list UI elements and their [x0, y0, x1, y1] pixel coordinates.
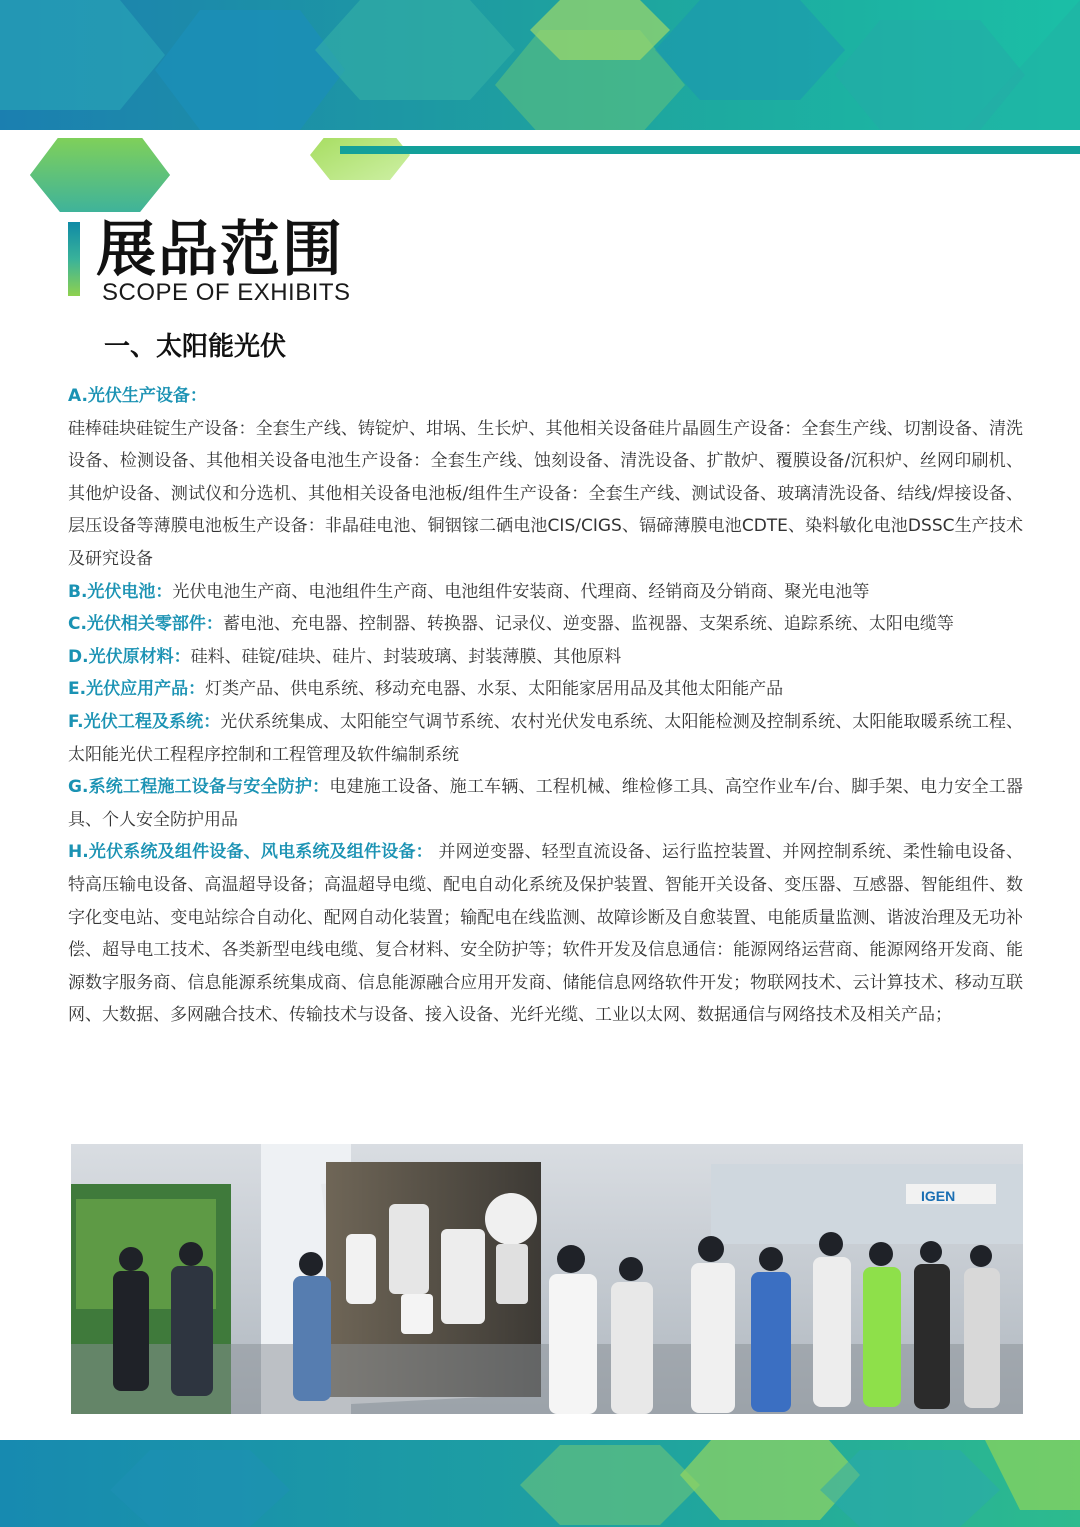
exhibit-item: [68, 673, 1023, 706]
exhibit-item: [68, 641, 1023, 674]
exhibit-item-text: 硅料、硅锭/硅块、硅片、封装玻璃、封装薄膜、其他原料: [190, 646, 622, 667]
exhibit-item-text: 并网逆变器、轻型直流设备、运行监控装置、并网控制系统、柔性输电设备、特高压输电设备、高温超导设备；高温超导电缆、配电自动化系统及保护装置、智能开关设备、变压器、互感器、智能组件、数字化变电站、变电站综合自动化、配网自动化装置；输配电在线监测、故障诊断及自愈装置、电能质量监测、谐波治理及无功补偿、超导电工技术、各类新型电线电缆、复合材料、安全防护等；软件开发及信息通信：能源网络运营商、能源网络开发商、能源数字服务商、信息能源系统集成商、信息能源融合应用开发商、储能信息网络软件开发；物联网技术、云计算技术、移动互联网、大数据、多网融合技术、传输技术与设备、接入设备、光纤光缆、工业以太网、数据通信与网络技术及相关产品；: [68, 842, 1024, 1026]
exhibit-item: [68, 608, 1023, 641]
exhibit-item: [68, 576, 1023, 609]
exhibit-item-label: C.光伏相关零部件：: [68, 614, 223, 635]
exhibit-item-label: F.光伏工程及系统：: [68, 711, 221, 732]
exhibition-photo: [71, 1144, 1023, 1414]
exhibit-item-text: 蓄电池、充电器、控制器、转换器、记录仪、逆变器、监视器、支架系统、追踪系统、太阳电缆等: [222, 614, 954, 635]
exhibit-item: [68, 706, 1023, 771]
exhibit-item: [68, 771, 1023, 836]
page-subtitle: SCOPE OF EXHIBITS: [102, 279, 351, 306]
exhibit-item-label: B.光伏电池：: [68, 581, 173, 602]
exhibit-item: [68, 836, 1023, 1032]
photo-sign: IGEN: [921, 1188, 956, 1204]
exhibit-item-text: 硅棒硅块硅锭生产设备：全套生产线、铸锭炉、坩埚、生长炉、其他相关设备硅片晶圆生产设备：全套生产线、切割设备、清洗设备、检测设备、其他相关设备电池生产设备：全套生产线、蚀刻设备、清洗设备、扩散炉、覆膜设备/沉积炉、丝网印刷机、其他炉设备、测试仪和分选机、其他相关设备电池板/组件生产设备：全套生产线、测试设备、玻璃清洗设备、结线/焊接设备、层压设备等薄膜电池板生产设备：非晶硅电池、铜铟镓二硒电池CIS/CIGS、镉碲薄膜电池CDTE、染料敏化电池DSSC生产技术及研究设备: [68, 418, 1023, 569]
exhibit-item: [68, 380, 1023, 576]
exhibit-item-label: A.光伏生产设备：: [68, 386, 207, 406]
exhibit-item-label: D.光伏原材料：: [68, 646, 191, 667]
section-title: 一、太阳能光伏: [104, 332, 287, 362]
exhibit-item-label: H.光伏系统及组件设备、风电系统及组件设备：: [68, 842, 433, 863]
footer-banner: [0, 1430, 1080, 1527]
exhibit-item-label: E.光伏应用产品：: [68, 679, 206, 700]
exhibit-item-label: G.系统工程施工设备与安全防护：: [68, 777, 330, 798]
title-accent-bar: [68, 222, 80, 296]
header-banner: [0, 0, 1080, 215]
exhibit-list: [68, 380, 1023, 1032]
exhibit-item-text: 光伏电池生产商、电池组件生产商、电池组件安装商、代理商、经销商及分销商、聚光电池等: [172, 581, 870, 602]
exhibit-item-text: 电建施工设备、施工车辆、工程机械、维检修工具、高空作业车/台、脚手架、电力安全工器具、个人安全防护用品: [68, 777, 1023, 830]
page-title: 展品范围: [96, 215, 344, 285]
exhibit-item-text: 灯类产品、供电系统、移动充电器、水泵、太阳能家居用品及其他太阳能产品: [205, 679, 784, 700]
exhibit-item-text: 光伏系统集成、太阳能空气调节系统、农村光伏发电系统、太阳能检测及控制系统、太阳能取暖系统工程、太阳能光伏工程程序控制和工程管理及软件编制系统: [68, 711, 1023, 765]
exhibition-photo-illustration: [71, 1144, 1023, 1414]
